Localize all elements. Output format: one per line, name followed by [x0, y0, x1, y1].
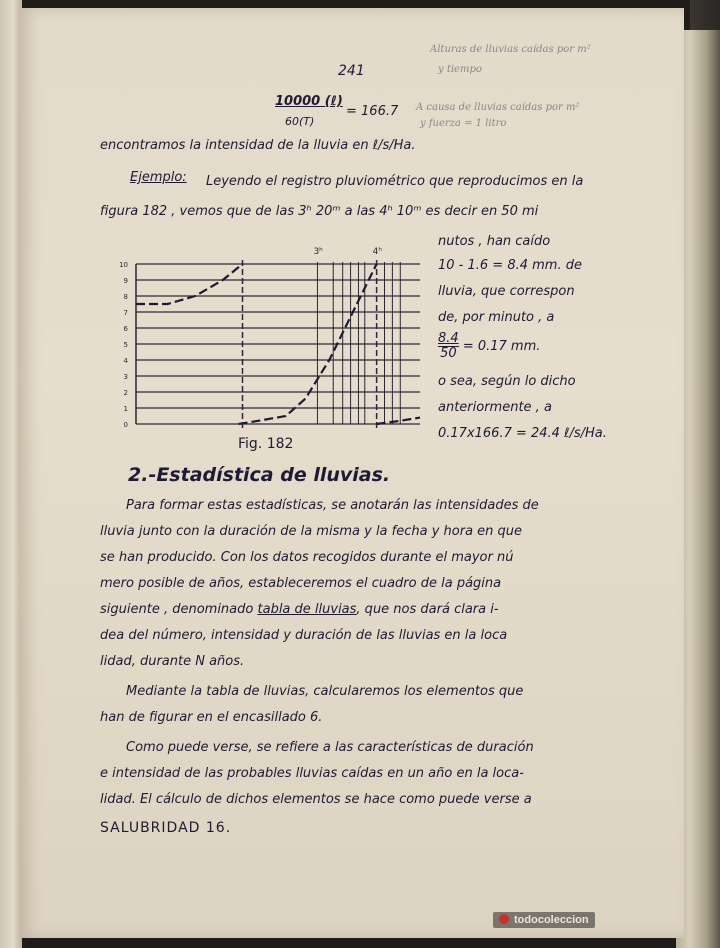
side-fraction-denominator: 50 [440, 346, 457, 361]
body-line-2: lluvia junto con la duración de la misma y la fecha y hora en que [100, 524, 523, 539]
watermark-text: todocoleccion [514, 914, 589, 926]
page-number: 241 [338, 63, 365, 79]
hour-label: 3ʰ [313, 247, 323, 257]
body-line-6: dea del número, intensidad y duración de las lluvias en la loca [100, 628, 508, 643]
watermark-logo-icon [499, 914, 509, 924]
example-label: Ejemplo: [130, 170, 187, 185]
example-line-1: Leyendo el registro pluviométrico que reproducimos en la [206, 174, 584, 189]
example-line-2: figura 182 , vemos que de las 3ʰ 20ᵐ a las 4ʰ 10ᵐ es decir en 50 mi [100, 204, 539, 219]
side-text-5: o sea, según lo dicho [438, 374, 576, 389]
chart-grid [136, 260, 420, 428]
body-line-5-end: , que nos dará clara i- [356, 602, 499, 617]
body-line-8: Mediante la tabla de lluvias, calcularemos los elementos que [126, 684, 524, 699]
y-tick-label: 2 [123, 389, 128, 397]
y-tick-label: 0 [123, 421, 128, 428]
pluviometric-chart [108, 228, 428, 428]
side-text-3: lluvia, que correspon [438, 284, 575, 299]
body-line-12: lidad. El cálculo de dichos elementos se hace como puede verse a [100, 792, 532, 807]
rainfall-curve [377, 418, 420, 424]
chart-hour-labels [313, 247, 382, 257]
side-text-4: de, por minuto , a [438, 310, 555, 325]
body-line-5-start: siguiente , denominado [100, 602, 254, 617]
body-line-4: mero posible de años, estableceremos el cuadro de la página [100, 576, 502, 591]
page-footer: SALUBRIDAD 16. [100, 820, 232, 836]
y-tick-label: 10 [119, 261, 128, 269]
body-line-9: han de figurar en el encasillado 6. [100, 710, 323, 725]
chart-y-ticks [119, 261, 128, 428]
y-tick-label: 6 [123, 325, 128, 333]
body-line-10: Como puede verse, se refiere a las características de duración [126, 740, 534, 755]
pencil-note-4: y fuerza = 1 litro [420, 118, 507, 129]
book-page [20, 8, 684, 938]
body-line-5 [100, 602, 499, 617]
side-fraction [438, 332, 540, 361]
y-tick-label: 7 [123, 309, 128, 317]
formula-denominator: 60(T) [285, 115, 315, 128]
side-text-2: 10 - 1.6 = 8.4 mm. de [438, 258, 582, 273]
y-tick-label: 3 [123, 373, 128, 381]
pencil-note-3: A causa de lluvias caídas por m² [416, 102, 580, 113]
watermark [493, 912, 595, 928]
formula-numerator: 10000 (ℓ) [275, 94, 343, 109]
body-line-1: Para formar estas estadísticas, se anotarán las intensidades de [126, 498, 539, 513]
rain-table-term: tabla de lluvias [257, 602, 357, 617]
y-tick-label: 8 [123, 293, 128, 301]
body-line-7: lidad, durante N años. [100, 654, 245, 669]
rainfall-curve [136, 264, 243, 304]
section-heading: 2.-Estadística de lluvias. [128, 464, 391, 486]
y-tick-label: 5 [123, 341, 128, 349]
y-tick-label: 4 [123, 357, 128, 365]
figure-caption: Fig. 182 [238, 436, 294, 452]
y-tick-label: 9 [123, 277, 128, 285]
side-fraction-result: = 0.17 mm. [462, 339, 541, 354]
y-tick-label: 1 [123, 405, 128, 413]
side-text-7: 0.17x166.7 = 24.4 ℓ/s/Ha. [438, 426, 607, 441]
book-binding-left [0, 0, 22, 948]
body-line-3: se han producido. Con los datos recogidos durante el mayor nú [100, 550, 514, 565]
body-line-11: e intensidad de las probables lluvias caídas en un año en la loca- [100, 766, 524, 781]
pencil-note-1: Alturas de lluvias caídas por m² [430, 44, 591, 55]
formula-result: = 166.7 [346, 104, 399, 119]
intensity-line: encontramos la intensidad de la lluvia en ℓ/s/Ha. [100, 138, 416, 153]
hour-label: 4ʰ [372, 247, 382, 257]
side-text-6: anteriormente , a [438, 400, 552, 415]
side-text-1: nutos , han caído [438, 234, 551, 249]
pencil-note-2: y tiempo [438, 64, 482, 75]
side-fraction-numerator: 8.4 [438, 331, 459, 346]
